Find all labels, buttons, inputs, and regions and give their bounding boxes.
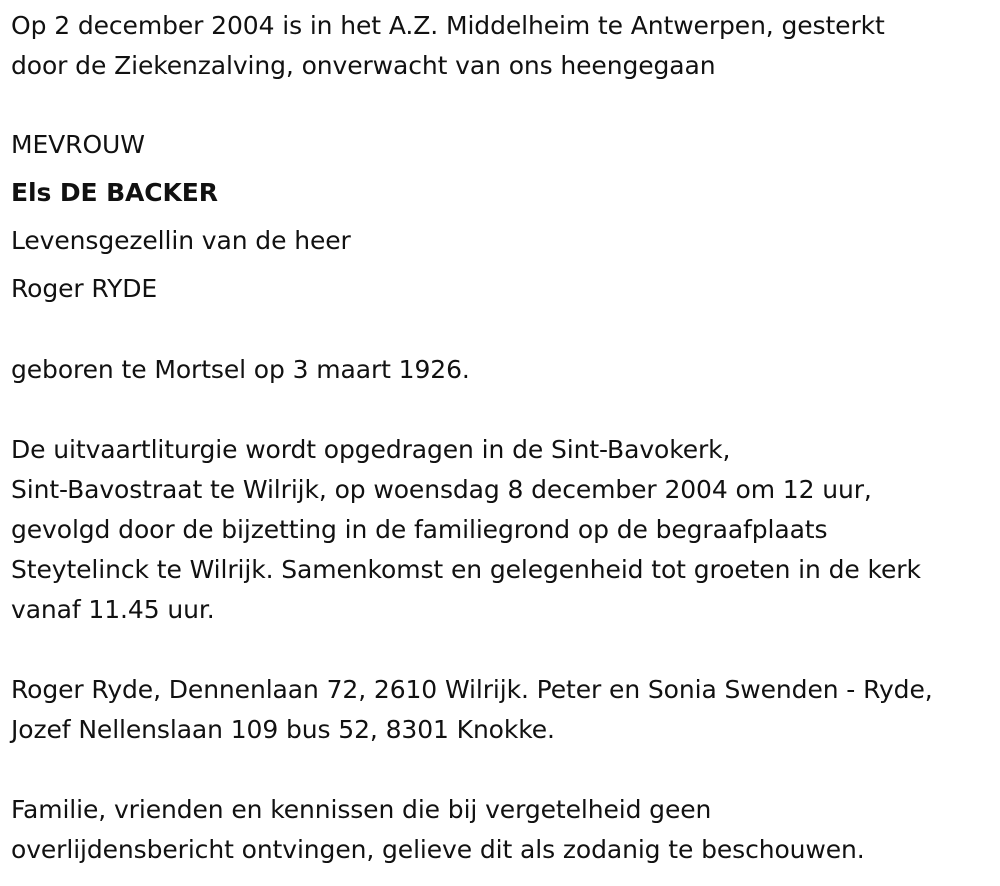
- closing-line-2: overlijdensbericht ontvingen, gelieve dit als zodanig te beschouwen.: [11, 835, 865, 864]
- intro-line-1: Op 2 december 2004 is in het A.Z. Middelheim te Antwerpen, gesterkt: [11, 11, 885, 40]
- deceased-block: [11, 121, 351, 313]
- service-paragraph: [11, 430, 921, 630]
- address-line-2: Jozef Nellenslaan 109 bus 52, 8301 Knokke.: [11, 715, 555, 744]
- deceased-name: Els DE BACKER: [11, 178, 218, 207]
- service-line-2: Sint-Bavostraat te Wilrijk, op woensdag 8 december 2004 om 12 uur,: [11, 475, 872, 504]
- address-paragraph: [11, 670, 933, 750]
- deceased-title: MEVROUW: [11, 130, 145, 159]
- deceased-relation: Levensgezellin van de heer: [11, 226, 351, 255]
- closing-line-1: Familie, vrienden en kennissen die bij vergetelheid geen: [11, 795, 712, 824]
- intro-line-2: door de Ziekenzalving, onverwacht van ons heengegaan: [11, 51, 716, 80]
- closing-paragraph: [11, 790, 865, 870]
- service-line-1: De uitvaartliturgie wordt opgedragen in de Sint-Bavokerk,: [11, 435, 731, 464]
- service-line-4: Steytelinck te Wilrijk. Samenkomst en gelegenheid tot groeten in de kerk: [11, 555, 921, 584]
- intro-paragraph: [11, 6, 885, 86]
- service-line-3: gevolgd door de bijzetting in de familiegrond op de begraafplaats: [11, 515, 828, 544]
- address-line-1: Roger Ryde, Dennenlaan 72, 2610 Wilrijk. Peter en Sonia Swenden - Ryde,: [11, 675, 933, 704]
- birth-line: geboren te Mortsel op 3 maart 1926.: [11, 355, 470, 384]
- service-line-5: vanaf 11.45 uur.: [11, 595, 215, 624]
- deceased-partner: Roger RYDE: [11, 274, 158, 303]
- birth-paragraph: [11, 350, 470, 390]
